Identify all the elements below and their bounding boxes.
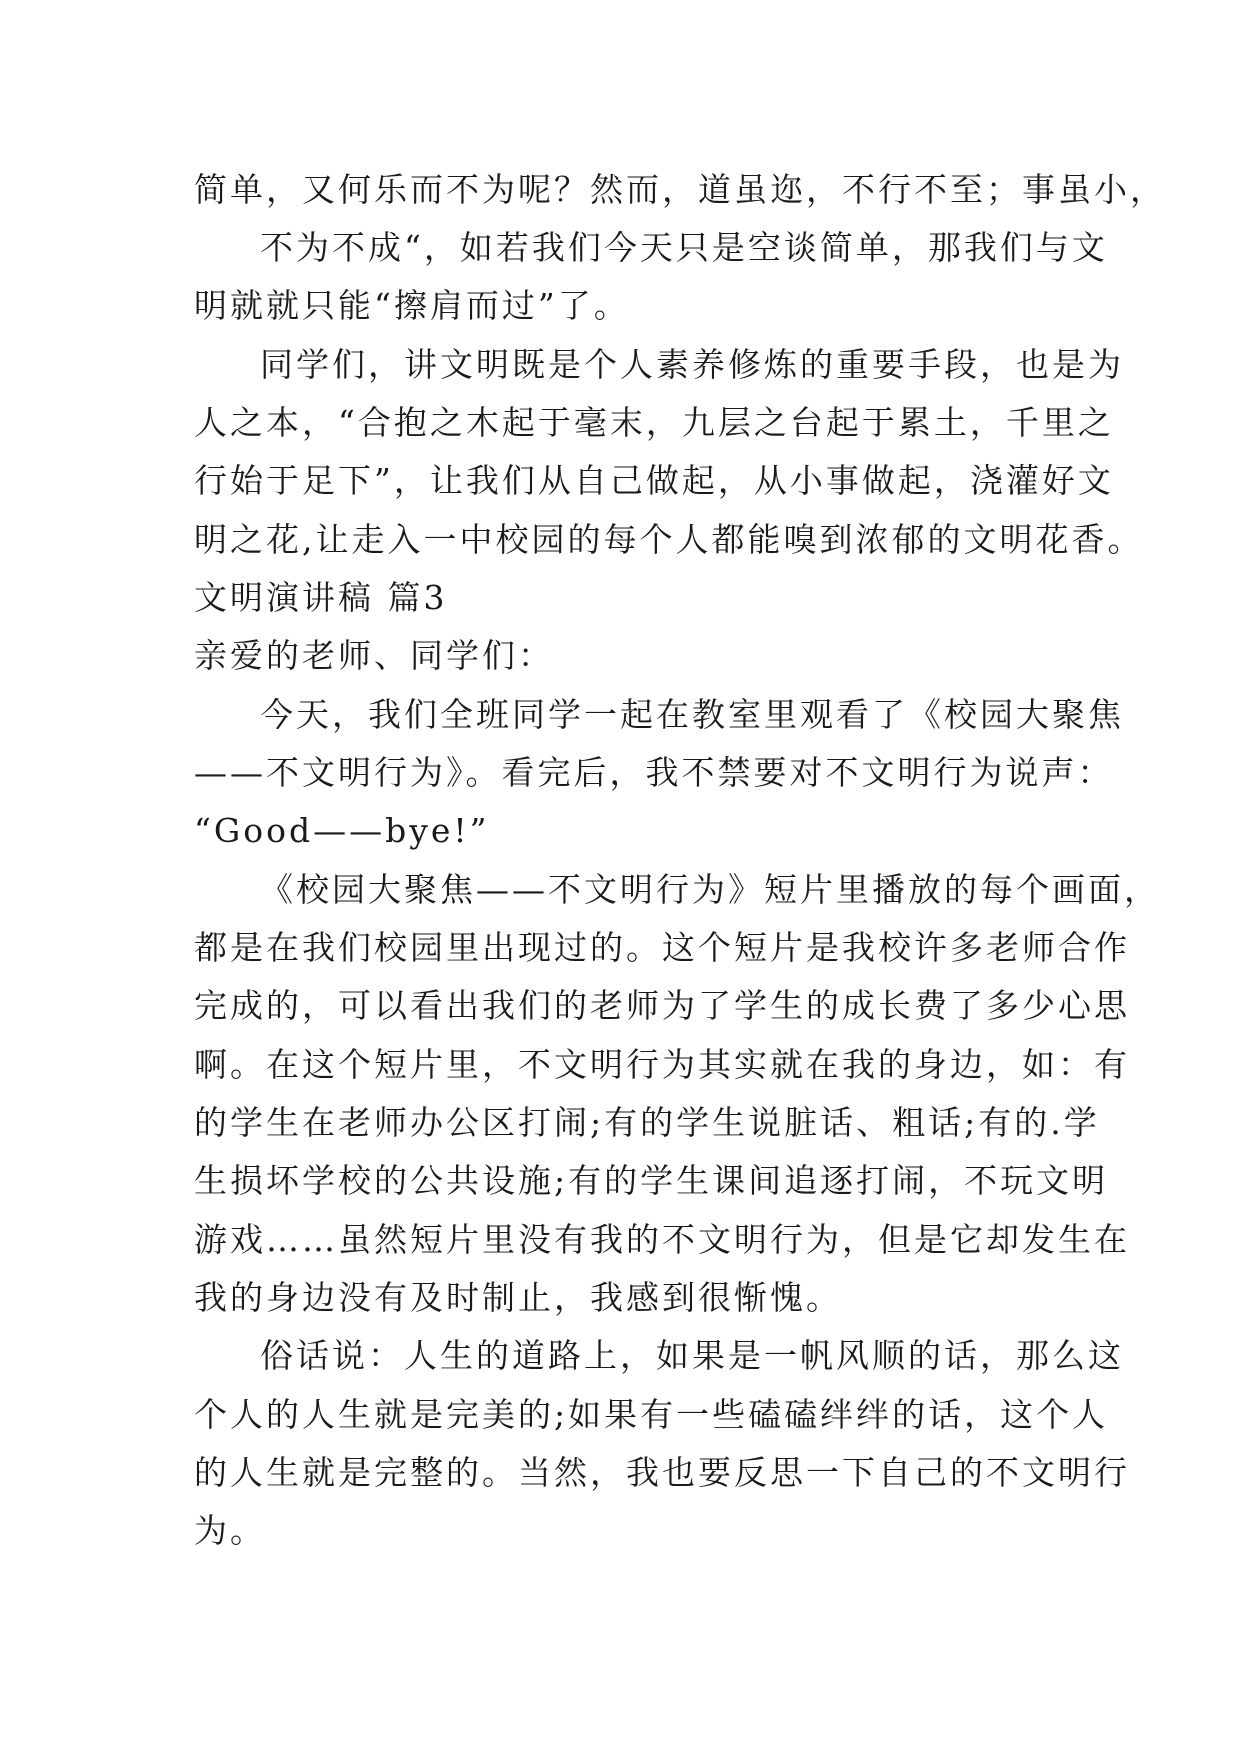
text-line: 为。 <box>194 1511 266 1550</box>
text-line: 我的身边没有及时制止，我感到很惭愧。 <box>194 1278 842 1317</box>
salutation: 亲爱的老师、同学们： <box>194 636 554 675</box>
text-line: 啊。在这个短片里，不文明行为其实就在我的身边，如：有 <box>194 1045 1130 1084</box>
text-line: 《校园大聚焦——不文明行为》短片里播放的每个画面， <box>260 870 1160 909</box>
text-line: 的人生就是完整的。当然，我也要反思一下自己的不文明行 <box>194 1453 1130 1492</box>
text-line: 的学生在老师办公区打闹;有的学生说脏话、粗话;有的.学 <box>194 1103 1100 1142</box>
text-line: 生损坏学校的公共设施;有的学生课间追逐打闹，不玩文明 <box>194 1161 1109 1200</box>
text-line: 行始于足下”，让我们从自己做起，从小事做起，浇灌好文 <box>194 461 1114 500</box>
text-line: ——不文明行为》。看完后，我不禁要对不文明行为说声： <box>194 753 1114 792</box>
text-line: 都是在我们校园里出现过的。这个短片是我校许多老师合作 <box>194 928 1130 967</box>
text-line: 俗话说：人生的道路上，如果是一帆风顺的话，那么这 <box>260 1336 1124 1375</box>
text-line: 不为不成“，如若我们今天只是空谈简单，那我们与文 <box>260 228 1108 267</box>
text-line: 今天，我们全班同学一起在教室里观看了《校园大聚焦 <box>260 695 1124 734</box>
text-line: “Good——bye!” <box>194 811 490 850</box>
text-line: 人之本，“合抱之木起于毫末，九层之台起于累土，千里之 <box>194 403 1114 442</box>
text-line: 游戏……虽然短片里没有我的不文明行为，但是它却发生在 <box>194 1220 1130 1259</box>
text-line: 同学们，讲文明既是个人素养修炼的重要手段，也是为 <box>260 345 1124 384</box>
section-heading: 文明演讲稿 篇3 <box>194 578 448 617</box>
text-line: 明就就只能“擦肩而过”了。 <box>194 286 630 325</box>
text-line: 完成的，可以看出我们的老师为了学生的成长费了多少心思 <box>194 986 1130 1025</box>
text-line: 明之花,让走入一中校园的每个人都能嗅到浓郁的文明花香。 <box>194 520 1144 559</box>
text-line: 简单，又何乐而不为呢？然而，道虽迩，不行不至；事虽小， <box>194 170 1166 209</box>
text-line: 个人的人生就是完美的;如果有一些磕磕绊绊的话，这个人 <box>194 1395 1109 1434</box>
